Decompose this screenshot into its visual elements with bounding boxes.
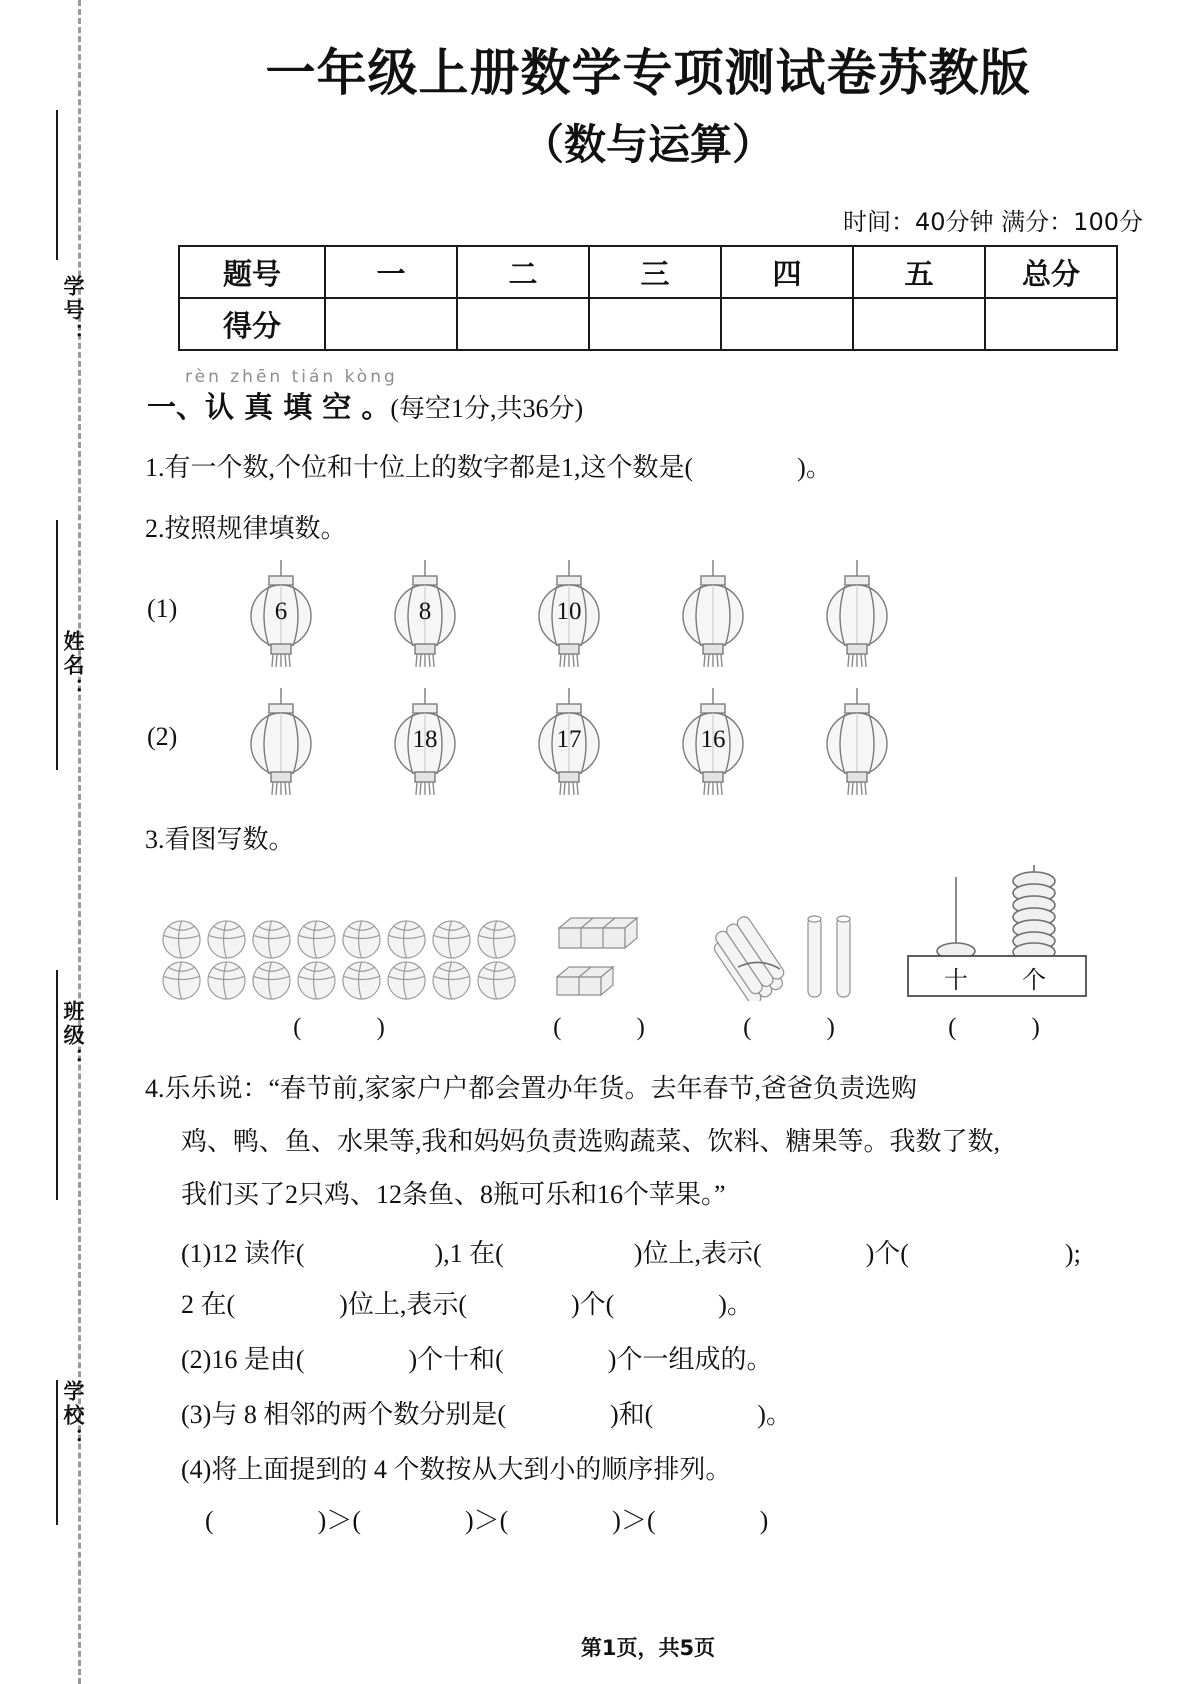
basketball-icon bbox=[431, 960, 472, 1001]
lantern-row-1 bbox=[147, 560, 1191, 668]
score-value-total[interactable] bbox=[985, 298, 1117, 350]
lantern-number: 10 bbox=[556, 598, 582, 625]
margin-label-school: 学校： bbox=[61, 1380, 85, 1452]
question-1: 1.有一个数,个位和十位上的数字都是1,这个数是( )。 bbox=[145, 453, 832, 482]
score-value-5[interactable] bbox=[853, 298, 985, 350]
lantern-slot[interactable] bbox=[353, 560, 497, 668]
lantern-number: 16 bbox=[700, 726, 726, 753]
lantern-icon bbox=[665, 560, 761, 668]
lantern-icon bbox=[809, 560, 905, 668]
page-title: 一年级上册数学专项测试卷苏教版 bbox=[265, 44, 1031, 102]
lantern-icon bbox=[377, 688, 473, 796]
page-footer: 第1页，共5页 bbox=[580, 1636, 716, 1660]
question-3-answer-blanks bbox=[169, 1007, 1191, 1043]
left-margin-strip bbox=[0, 0, 105, 1684]
basketball-icon bbox=[341, 960, 382, 1001]
question-3-figures bbox=[169, 881, 1191, 1001]
margin-label-student-id: 学号： bbox=[61, 275, 85, 347]
question-4-sub-1a: (1)12 读作( ),1 在( )位上,表示( )个( ); bbox=[181, 1239, 1081, 1268]
table-row-score bbox=[179, 298, 1117, 350]
lantern-number: 18 bbox=[412, 726, 438, 753]
score-table-score-label: 得分 bbox=[179, 298, 325, 350]
lantern-slot[interactable] bbox=[209, 560, 353, 668]
section-points: (每空1分,共36分) bbox=[390, 394, 584, 423]
lantern-row-2 bbox=[147, 688, 1191, 796]
answer-paren-2[interactable]: ( ) bbox=[553, 1014, 645, 1041]
basketball-icon bbox=[296, 960, 337, 1001]
lantern-icon bbox=[665, 688, 761, 796]
basketball-icon bbox=[386, 960, 427, 1001]
score-col-1: 一 bbox=[325, 246, 457, 298]
basketball-icon bbox=[206, 960, 247, 1001]
score-value-3[interactable] bbox=[589, 298, 721, 350]
section-pinyin: rèn zhēn tián kòng bbox=[185, 367, 398, 387]
worksheet-page bbox=[105, 0, 1191, 1684]
figure-sticks bbox=[689, 901, 889, 1001]
basketball-icon bbox=[296, 919, 337, 960]
lantern-slot[interactable] bbox=[641, 688, 785, 796]
score-col-4: 四 bbox=[721, 246, 853, 298]
svg-text:十: 十 bbox=[944, 966, 968, 994]
margin-divider-1 bbox=[56, 110, 58, 260]
question-4-line-2: 鸡、鸭、鱼、水果等,我和妈妈负责选购蔬菜、饮料、糖果等。我数了数, bbox=[181, 1127, 1001, 1156]
cube-row-top-icon bbox=[551, 914, 647, 954]
abacus-icon bbox=[894, 851, 1094, 1001]
score-value-2[interactable] bbox=[457, 298, 589, 350]
cube-row-bottom-icon bbox=[551, 963, 621, 1001]
lantern-row-1-label: (1) bbox=[147, 594, 178, 623]
lantern-slot[interactable] bbox=[497, 688, 641, 796]
exam-meta: 时间：40分钟 满分：100分 bbox=[843, 208, 1143, 236]
lantern-slot[interactable] bbox=[785, 688, 929, 796]
figure-abacus bbox=[889, 851, 1099, 1001]
basketball-icon bbox=[341, 919, 382, 960]
lantern-number: 17 bbox=[556, 726, 582, 753]
question-4-sub-3: (3)与 8 相邻的两个数分别是( )和( )。 bbox=[181, 1400, 792, 1429]
lantern-icon bbox=[521, 560, 617, 668]
score-table bbox=[178, 245, 1118, 351]
question-4-sub-1b: 2 在( )位上,表示( )个( )。 bbox=[181, 1290, 753, 1319]
lantern-icon bbox=[521, 688, 617, 796]
question-2-stem: 2.按照规律填数。 bbox=[145, 514, 347, 543]
sticks-bundle-icon bbox=[704, 901, 874, 1001]
lantern-number: 6 bbox=[274, 598, 288, 625]
score-col-5: 五 bbox=[853, 246, 985, 298]
svg-text:个: 个 bbox=[1022, 966, 1046, 994]
basketball-icon bbox=[251, 960, 292, 1001]
basketball-icon bbox=[251, 919, 292, 960]
page-subtitle: （数与运算） bbox=[521, 120, 774, 169]
figure-cubes bbox=[509, 914, 689, 1001]
score-col-3: 三 bbox=[589, 246, 721, 298]
question-4-sub-4: (4)将上面提到的 4 个数按从大到小的顺序排列。 bbox=[181, 1455, 732, 1484]
score-col-total: 总分 bbox=[985, 246, 1117, 298]
lantern-slot[interactable] bbox=[641, 560, 785, 668]
section-heading bbox=[147, 385, 1191, 426]
answer-paren-3[interactable]: ( ) bbox=[743, 1014, 835, 1041]
margin-label-name: 姓名： bbox=[61, 630, 85, 702]
lantern-icon bbox=[233, 560, 329, 668]
score-col-2: 二 bbox=[457, 246, 589, 298]
lantern-slot[interactable] bbox=[209, 688, 353, 796]
lantern-icon bbox=[377, 560, 473, 668]
question-3-stem: 3.看图写数。 bbox=[145, 825, 295, 854]
margin-label-class: 班级： bbox=[61, 1000, 85, 1072]
lantern-icon bbox=[809, 688, 905, 796]
lantern-icon bbox=[233, 688, 329, 796]
lantern-slot[interactable] bbox=[497, 560, 641, 668]
basketball-icon bbox=[206, 919, 247, 960]
answer-paren-1[interactable]: ( ) bbox=[293, 1014, 385, 1041]
section-heading-text: 一、认 真 填 空 。 bbox=[147, 390, 391, 424]
score-value-4[interactable] bbox=[721, 298, 853, 350]
lantern-row-2-label: (2) bbox=[147, 722, 178, 751]
basketball-icon bbox=[386, 919, 427, 960]
basketball-row bbox=[159, 919, 519, 960]
basketball-icon bbox=[161, 919, 202, 960]
lantern-slot[interactable] bbox=[785, 560, 929, 668]
basketball-icon bbox=[161, 960, 202, 1001]
answer-paren-4[interactable]: ( ) bbox=[948, 1014, 1040, 1041]
question-4-sub-2: (2)16 是由( )个十和( )个一组成的。 bbox=[181, 1345, 773, 1374]
question-4-line-1: 4.乐乐说：“春节前,家家户户都会置办年货。去年春节,爸爸负责选购 bbox=[145, 1074, 918, 1103]
section-heading-block bbox=[147, 367, 1191, 426]
question-4-sub-4-blanks[interactable]: ( )＞( )＞( )＞( ) bbox=[205, 1506, 769, 1535]
question-4-line-3: 我们买了2只鸡、12条鱼、8瓶可乐和16个苹果。” bbox=[181, 1180, 726, 1209]
basketball-icon bbox=[431, 919, 472, 960]
table-row-header bbox=[179, 246, 1117, 298]
lantern-number: 8 bbox=[418, 598, 432, 625]
basketball-row bbox=[159, 960, 519, 1001]
lantern-slot[interactable] bbox=[353, 688, 497, 796]
score-value-1[interactable] bbox=[325, 298, 457, 350]
figure-basketballs bbox=[169, 919, 509, 1001]
score-table-row-label: 题号 bbox=[179, 246, 325, 298]
